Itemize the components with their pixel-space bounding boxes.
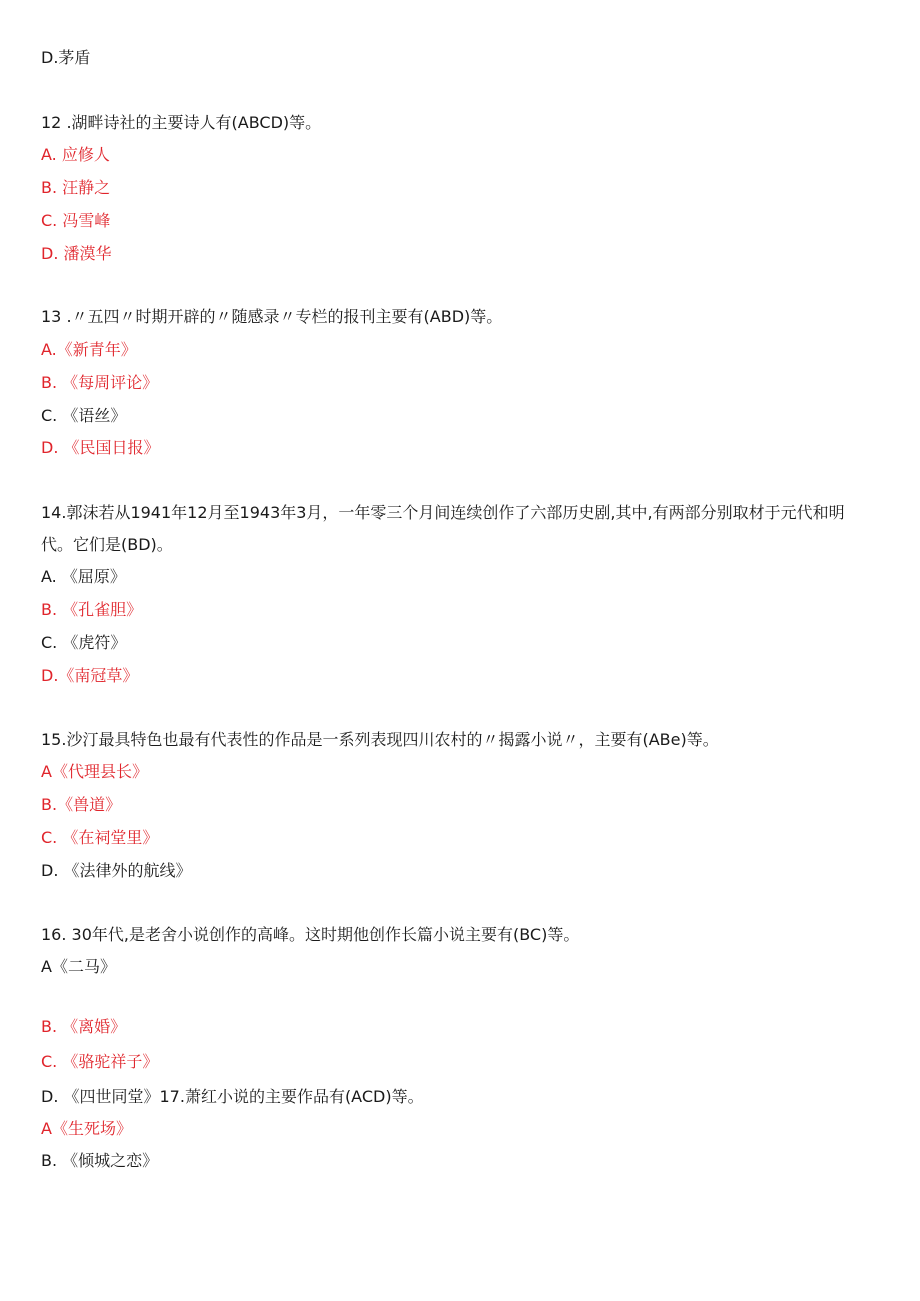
option-a-correct: A. 应修人: [41, 145, 110, 164]
option-c-correct: C. 《在祠堂里》: [41, 828, 159, 847]
option-d-correct: D. 《民国日报》: [41, 438, 160, 457]
question-14: 14.郭沫若从1941年12月至1943年3月，一年零三个月间连续创作了六部历史剧,其中,有两部分别取材于元代和明代。它们是(BD)。: [41, 503, 845, 554]
option-b-correct: B. 汪静之: [41, 178, 111, 197]
question-12: 12 .湖畔诗社的主要诗人有(ABCD)等。: [41, 113, 322, 132]
option-text: D.茅盾: [41, 48, 91, 67]
option-c-correct: C. 冯雪峰: [41, 211, 111, 230]
option-b-correct: B.《兽道》: [41, 795, 122, 814]
option-d-correct: D. 潘漠华: [41, 244, 112, 263]
option-b: B. 《倾城之恋》: [41, 1151, 159, 1170]
option-a: A《二马》: [41, 957, 116, 976]
question-13: 13 .〃五四〃时期开辟的〃随感录〃专栏的报刊主要有(ABD)等。: [41, 307, 503, 326]
option-d: D. 《法律外的航线》: [41, 861, 192, 880]
option-a-correct: A《生死场》: [41, 1119, 132, 1138]
option-a-correct: A《代理县长》: [41, 762, 148, 781]
option-c: C. 《语丝》: [41, 406, 127, 425]
option-c: C. 《虎符》: [41, 633, 127, 652]
option-a: A. 《屈原》: [41, 567, 126, 586]
question-16: 16. 30年代,是老舍小说创作的高峰。这时期他创作长篇小说主要有(BC)等。: [41, 925, 580, 944]
option-c-correct: C. 《骆驼祥子》: [41, 1052, 159, 1071]
question-15: 15.沙汀最具特色也最有代表性的作品是一系列表现四川农村的〃揭露小说〃，主要有(ABe)等。: [41, 730, 719, 749]
option-b-correct: B. 《孔雀胆》: [41, 600, 143, 619]
option-d-correct: D.《南冠草》: [41, 666, 139, 685]
option-b-correct: B. 《每周评论》: [41, 373, 159, 392]
option-b-correct: B. 《离婚》: [41, 1017, 127, 1036]
option-a-correct: A.《新青年》: [41, 340, 137, 359]
option-d-and-question-17: D. 《四世同堂》17.萧红小说的主要作品有(ACD)等。: [41, 1087, 424, 1106]
